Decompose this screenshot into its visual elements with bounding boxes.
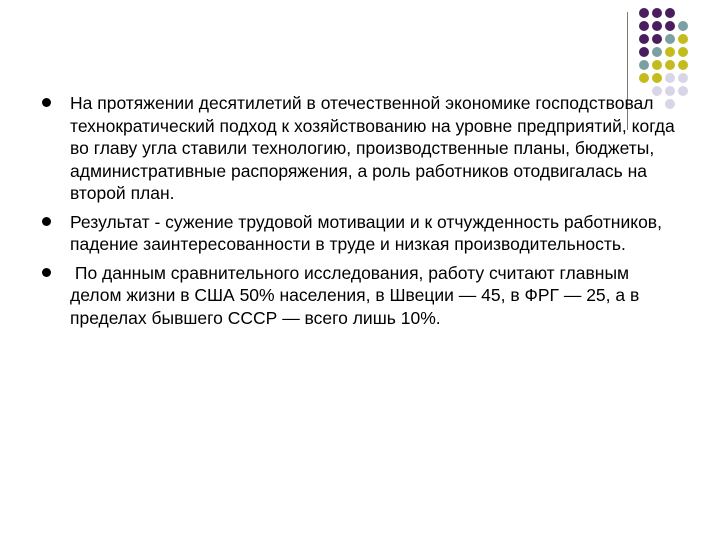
bullet-list bbox=[42, 92, 682, 335]
decorative-dot bbox=[665, 34, 675, 44]
decorative-dot bbox=[639, 47, 649, 57]
bullet-item-3 bbox=[42, 262, 682, 330]
decorative-dot bbox=[639, 34, 649, 44]
decorative-dot bbox=[665, 60, 675, 70]
decorative-dot bbox=[665, 47, 675, 57]
bullet-item-2 bbox=[42, 211, 682, 256]
bullet-text: Результат - сужение трудовой мотивации и к отчужденность работников, падение заинтересованности в труде и низкая производительность. bbox=[70, 211, 667, 254]
bullet-dot-icon bbox=[42, 268, 51, 277]
decorative-dot bbox=[678, 21, 688, 31]
bullet-text: На протяжении десятилетий в отечественной экономике господствовал технократический подход к хозяйствованию на уровне предприятий, когда во главу угла ставили технологию, производственные планы, бюджеты, административные распоряжения, а роль работников отодвигалась на второй план. bbox=[70, 93, 680, 203]
bullet-dot-icon bbox=[42, 98, 51, 107]
decorative-dot bbox=[652, 60, 662, 70]
decorative-dot bbox=[639, 8, 649, 18]
decorative-dot bbox=[652, 8, 662, 18]
decorative-dot bbox=[678, 47, 688, 57]
bullet-item-1 bbox=[42, 92, 682, 205]
decorative-dot bbox=[665, 73, 675, 83]
decorative-dot bbox=[678, 60, 688, 70]
decorative-dot bbox=[652, 34, 662, 44]
bullet-dot-icon bbox=[42, 217, 51, 226]
decorative-dot bbox=[678, 73, 688, 83]
decorative-dot bbox=[639, 73, 649, 83]
decorative-dot bbox=[639, 21, 649, 31]
decorative-dot bbox=[665, 8, 675, 18]
decorative-dot bbox=[678, 34, 688, 44]
decorative-dot bbox=[652, 21, 662, 31]
decorative-dot bbox=[652, 47, 662, 57]
bullet-text: По данным сравнительного исследования, работу считают главным делом жизни в США 50% населения, в Швеции — 45, в ФРГ — 25, а в пределах бывшего СССР — всего лишь 10%. bbox=[70, 262, 645, 328]
decorative-dot bbox=[652, 73, 662, 83]
decorative-dot bbox=[639, 60, 649, 70]
decorative-dot bbox=[665, 21, 675, 31]
